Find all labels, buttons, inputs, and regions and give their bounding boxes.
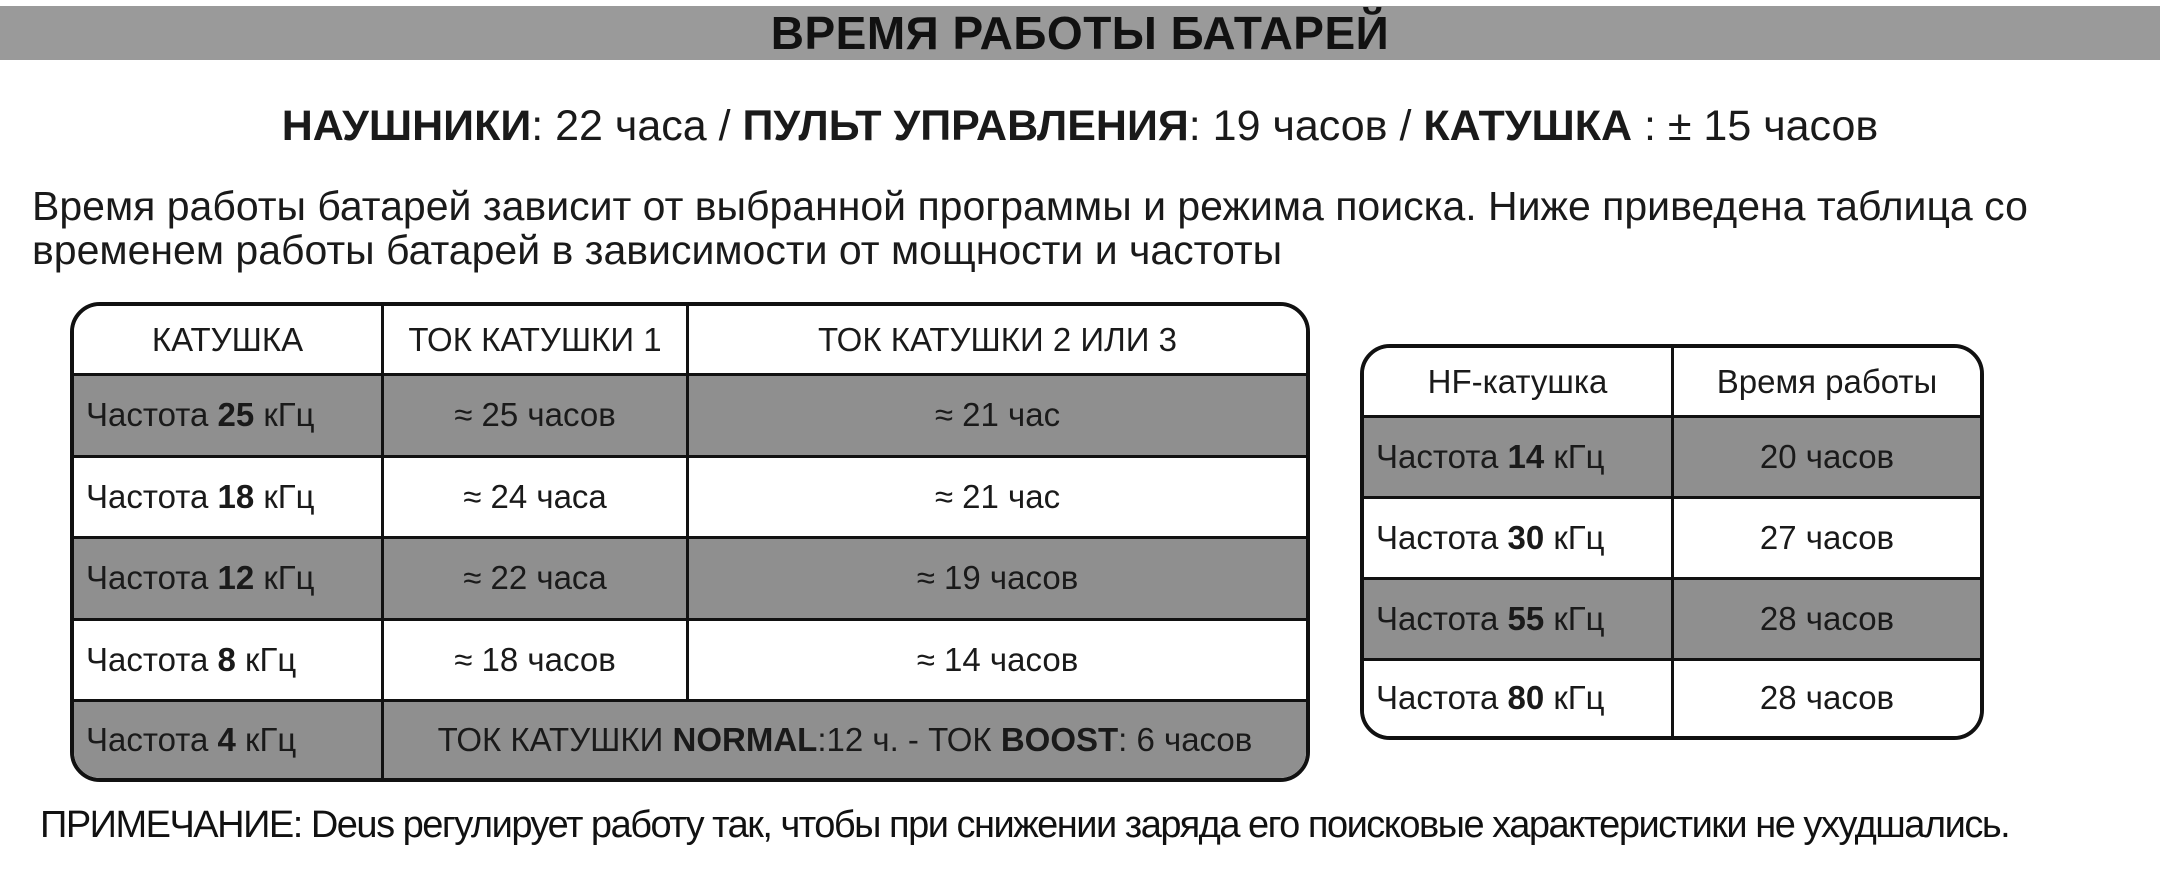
frequency-cell: Частота 80 кГц (1364, 661, 1674, 736)
runtime-cell: 28 часов (1674, 580, 1980, 661)
battery-summary (0, 102, 2160, 151)
frequency-cell: Частота 25 кГц (74, 376, 384, 458)
coil-value: : ± 15 часов (1632, 102, 1879, 150)
frequency-cell: Частота 30 кГц (1364, 499, 1674, 580)
frequency-cell: Частота 18 кГц (74, 458, 384, 540)
table-row (1364, 580, 1980, 661)
table-row (1364, 661, 1980, 736)
headphones-label: НАУШНИКИ (281, 102, 532, 150)
remote-value: : 19 часов / (1188, 102, 1424, 150)
runtime-cell: 27 часов (1674, 499, 1980, 580)
table-row (1364, 418, 1980, 499)
table-row (74, 376, 1306, 458)
current-2-3-cell: ≈ 19 часов (689, 539, 1306, 621)
current-1-cell: ≈ 18 часов (384, 621, 689, 703)
page-title: ВРЕМЯ РАБОТЫ БАТАРЕЙ (770, 7, 1390, 59)
table-row (1364, 499, 1980, 580)
footnote: ПРИМЕЧАНИЕ: Deus регулирует работу так, чтобы при снижении заряда его поисковые характеристики не ухудшались. (40, 804, 2010, 846)
headphones-value: : 22 часа / (531, 102, 743, 150)
intro-text (32, 184, 2132, 272)
header-hf-coil: HF-катушка (1364, 348, 1674, 418)
current-1-cell: ≈ 22 часа (384, 539, 689, 621)
intro-line-1: Время работы батарей зависит от выбранной программы и режима поиска. Ниже приведена таблица со (32, 183, 2028, 229)
current-1-cell: ≈ 24 часа (384, 458, 689, 540)
hf-coil-table (1360, 344, 1984, 740)
frequency-cell: Частота 55 кГц (1364, 580, 1674, 661)
title-bar (0, 6, 2160, 60)
header-coil-current-2-3: ТОК КАТУШКИ 2 ИЛИ 3 (689, 306, 1306, 376)
header-runtime: Время работы (1674, 348, 1980, 418)
coil-label: КАТУШКА (1423, 102, 1633, 150)
coil-battery-table (70, 302, 1310, 782)
frequency-cell: Частота 12 кГц (74, 539, 384, 621)
current-2-3-cell: ≈ 14 часов (689, 621, 1306, 703)
current-2-3-cell: ≈ 21 час (689, 458, 1306, 540)
current-2-3-cell: ≈ 21 час (689, 376, 1306, 458)
table-row (74, 539, 1306, 621)
normal-boost-cell: ТОК КАТУШКИ NORMAL:12 ч. - ТОК BOOST: 6 часов (384, 702, 1306, 778)
header-coil: КАТУШКА (74, 306, 384, 376)
table-row (74, 458, 1306, 540)
frequency-cell: Частота 14 кГц (1364, 418, 1674, 499)
runtime-cell: 28 часов (1674, 661, 1980, 736)
table-row (74, 621, 1306, 703)
intro-line-2: временем работы батарей в зависимости от мощности и частоты (32, 227, 1283, 273)
current-1-cell: ≈ 25 часов (384, 376, 689, 458)
table-row (74, 702, 1306, 778)
frequency-cell: Частота 8 кГц (74, 621, 384, 703)
runtime-cell: 20 часов (1674, 418, 1980, 499)
frequency-cell: Частота 4 кГц (74, 702, 384, 778)
remote-label: ПУЛЬТ УПРАВЛЕНИЯ (742, 102, 1189, 150)
header-coil-current-1: ТОК КАТУШКИ 1 (384, 306, 689, 376)
